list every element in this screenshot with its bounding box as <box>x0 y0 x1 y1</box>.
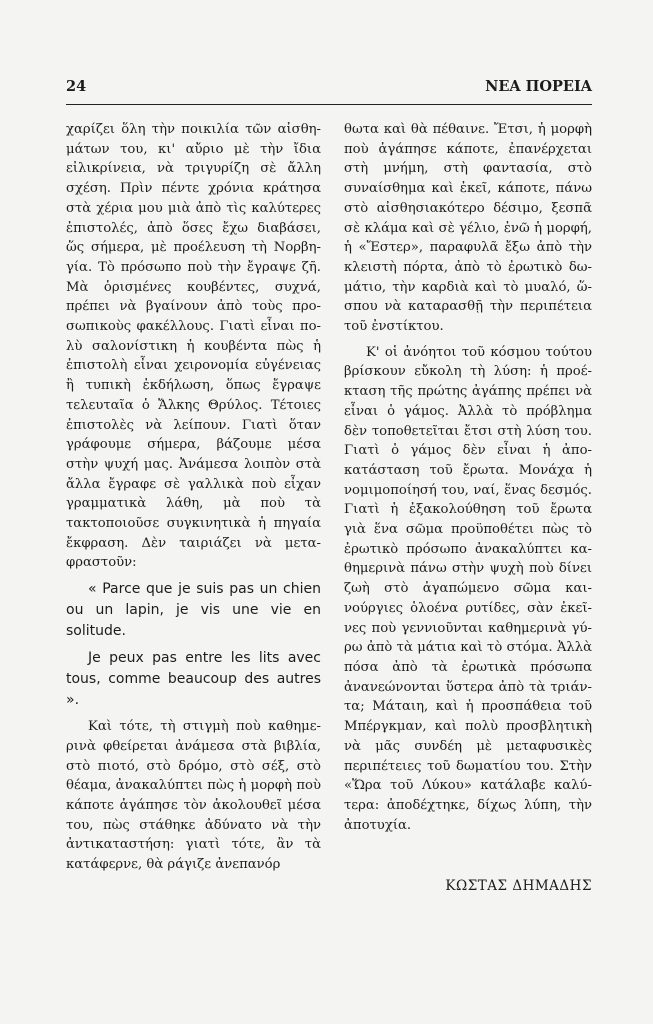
left-column <box>66 120 321 875</box>
paragraph: Κ' οἱ ἀνόητοι τοῦ κόσμου τούτου βρίσκουν εὔκολη τὴ λύση: ἡ προέκταση τῆς πρώτης ἀγάπης πρέπει νὰ εἶναι ὁ γάμος. Ἀλλὰ τὸ πρόβλημα δὲν τοποθετεῖται ἔτσι στὴ λύση του. Γιατὶ ὁ γάμος δὲν εἶναι ἡ ἀποκατάσταση τοῦ ἔρωτα. Μονάχα ἡ νομιμοποίησή του, ναί, ἕνας δεσμός. Γιατὶ ἡ ἐξακολούθηση τοῦ ἔρωτα γιὰ ἕνα σῶμα προϋποθέτει πὼς τὸ ἐρωτικὸ πρόσωπο ἀνακαλύπτει καθημερινὰ πάνω στὴν ψυχὴ ποὺ δίνει ζωὴ στὸ ἀγαπώμενο σῶμα καινούργιες ὁλοένα ρυτίδες, σὰν ἐκεῖνες ποὺ γεννιοῦνται καθημερινὰ γύρω ἀπὸ τὰ μάτια καὶ τὸ στόμα. Ἀλλὰ πόσα ἀπὸ τὰ ἐρωτικὰ πρόσωπα ἀνανεώνονται ὕστερα ἀπὸ τὰ τριάντα; Μάταιη, καὶ ἡ προσπάθεια τοῦ Μπέργκμαν, καὶ πολὺ προσβλητικὴ νὰ μᾶς συνδέη μὲ μεταφυσικὲς περιπέτειες τοῦ δωματίου του. Στὴν «Ὥρα τοῦ Λύκου» κατάλαβε καλύτερα: ἀποδέχτηκε, δίχως λύπη, τὴν ἀποτυχία. <box>344 344 592 833</box>
paragraph: θωτα καὶ θὰ πέθαινε. Ἔτσι, ἡ μορφὴ ποὺ ἀγάπησε κάποτε, ἐπανέρχεται στὴ μνήμη, στὴ φαντασία, στὸ συναίσθημα καὶ ἐκεῖ, κάποτε, πάνω στὸ αἰσθησιακότερο δέσιμο, ξεσπᾶ σὲ κλάμα καὶ σὲ γέλιο, ἐνῶ ἡ μορφή, ἡ «Ἔστερ», παραφυλᾶ ἔξω ἀπὸ τὴν κλειστὴ πόρτα, ἀπὸ τὸ ἐρωτικὸ δωμάτιο, τὴν καρδιὰ καὶ τὸ μυαλό, ὥσπου νὰ καταρασθῇ τὴν περιπέτεια τοῦ ἐνστίκτου. <box>344 122 592 335</box>
header-rule <box>66 104 592 105</box>
page-number: 24 <box>66 78 87 95</box>
right-column <box>344 120 592 897</box>
page-header <box>66 78 592 95</box>
author-signature: ΚΩΣΤΑΣ ΔΗΜΑΔΗΣ <box>445 878 592 895</box>
french-quote-continued: Je peux pas entre les lits avec tous, comme beaucoup des autres ». <box>66 650 321 709</box>
french-quote: « Parce que je suis pas un chien ou un lapin, je vis une vie en solitude. <box>66 581 321 640</box>
journal-title: ΝΕΑ ΠΟΡΕΙΑ <box>485 78 592 95</box>
paragraph: χαρίζει ὅλη τὴν ποικιλία τῶν αἰσθημάτων του, κι' αὔριο μὲ τὴν ἴδια εἰλικρίνεια, νὰ τριγυρίζη σὲ ἄλλη σχέση. Πρὶν πέντε χρόνια κράτησα στὰ χέρια μου μιὰ ἀπὸ τὶς καλύτερες ἐπιστολές, ἀπὸ ὅσες ἔχω διαβάσει, ὥς σήμερα, μὲ προέλευση τὴ Νορβηγία. Τὸ πρόσωπο ποὺ τὴν ἔγραψε ζῆ. Μὰ ὁρισμένες κουβέντες, συχνά, πρέπει νὰ βγαίνουν ἀπὸ τοὺς προσωπικοὺς φακέλλους. Γιατὶ εἶναι πολὺ σαλονίστικη ἡ κουβέντα πὼς ἡ ἐπιστολὴ εἶναι χειρονομία εὐγένειας ἢ τυπικὴ ἐκδήλωση, ὅπως ἔγραψε τελευταῖα ὁ Ἄλκης Θρύλος. Τέτοιες ἐπιστολὲς νὰ λείπουν. Γιατὶ ὅταν γράφουμε σήμερα, βάζουμε μέσα στὴν ψυχή μας. Ἀνάμεσα λοιπὸν στὰ ἄλλα ἔγραφε σὲ γαλλικὰ ποὺ εἶχαν γραμματικὰ λάθη, μὰ ποὺ τὰ τακτοποιοῦσε συγκινητικὰ ἡ πηγαία ἔκφραση. Δὲν ταιριάζει νὰ μεταφραστοῦν: <box>66 122 321 571</box>
paragraph: Καὶ τότε, τὴ στιγμὴ ποὺ καθημερινὰ φθείρεται ἀνάμεσα στὰ βιβλία, στὸ πιοτό, στὸ δρόμο, στὸ σέξ, στὸ θέαμα, ἀνακαλύπτει πὼς ἡ μορφὴ ποὺ κάποτε ἀγάπησε τὸν ἀκολουθεῖ μέσα του, πὼς στάθηκε ἀδύνατο νὰ τὴν ἀντικαταστήση: γιατὶ τότε, ἂν τὰ κατάφερνε, θὰ ράγιζε ἀνεπανόρ <box>66 719 321 873</box>
